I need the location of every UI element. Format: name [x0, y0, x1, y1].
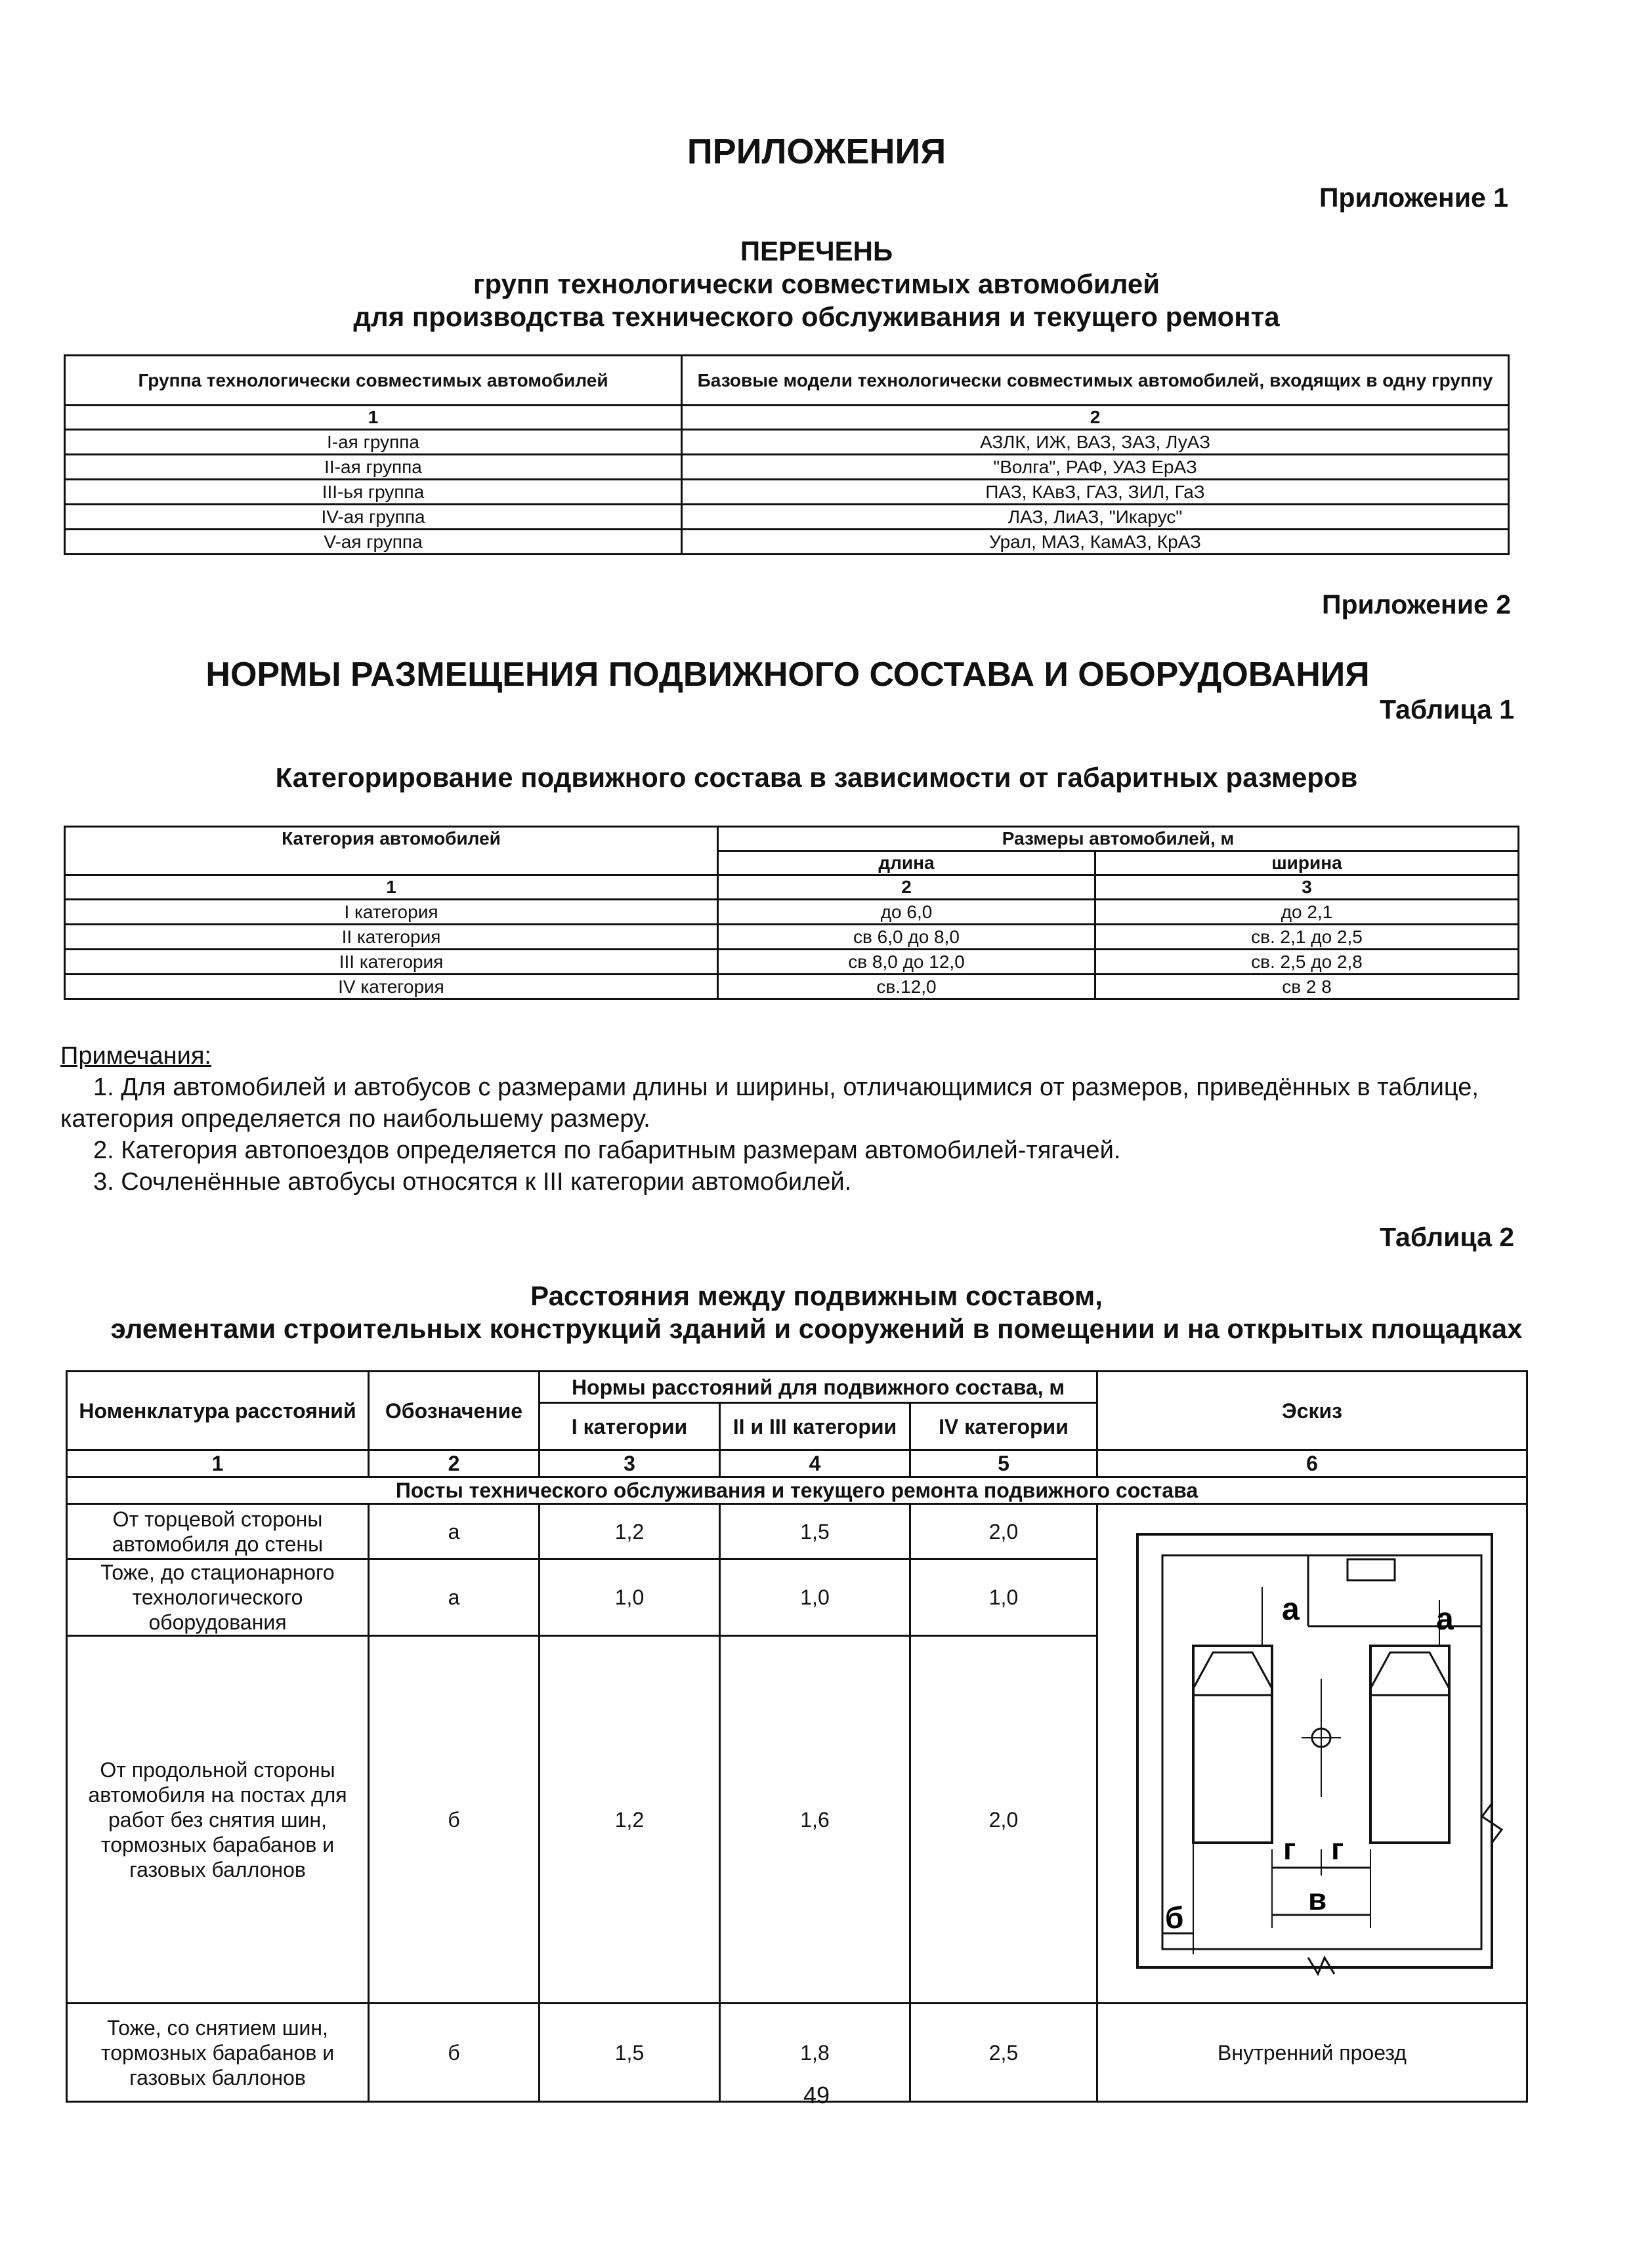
post-layout-sketch: [1098, 1521, 1527, 1981]
table-row: [65, 950, 1519, 975]
designation-cell: а: [369, 1559, 540, 1636]
cat1-cell: 1,0: [540, 1559, 720, 1636]
break-mark: [1308, 1958, 1334, 1974]
category-cell: I категория: [65, 900, 718, 925]
title-line: элементами строительных конструкций зданий и сооружений в помещении и на открытых площадках: [110, 1313, 1523, 1344]
cat4-cell: 2,5: [910, 2004, 1097, 2102]
col-number: 1: [65, 406, 682, 430]
col-number: 1: [67, 1450, 369, 1477]
title-line: Расстояния между подвижным составом,: [530, 1280, 1103, 1311]
header-sizes: Размеры автомобилей, м: [718, 827, 1519, 851]
header-length: длина: [718, 851, 1095, 875]
col-number: 6: [1097, 1450, 1527, 1477]
label-a: а: [1436, 1602, 1454, 1637]
appendix-2-label: Приложение 2: [1322, 589, 1512, 620]
group-cell: I-ая группа: [65, 430, 682, 455]
cat4-cell: 2,0: [910, 1636, 1097, 2004]
nomenclature-cell: От продольной стороны автомобиля на постах для работ без снятия шин, тормозных барабанов и газовых баллонов: [67, 1636, 369, 2004]
designation-cell: а: [369, 1504, 540, 1559]
group-cell: II-ая группа: [65, 455, 682, 480]
table-row: [65, 925, 1519, 950]
table-1-title: Категорирование подвижного состава в зависимости от габаритных размеров: [275, 762, 1358, 793]
width-cell: св. 2,1 до 2,5: [1095, 925, 1519, 950]
designation-cell: б: [369, 1636, 540, 2004]
cat23-cell: 1,8: [720, 2004, 910, 2102]
title-line: групп технологически совместимых автомобилей: [473, 268, 1160, 299]
categories-table: [64, 826, 1519, 1000]
table-row: [65, 480, 1509, 505]
category-cell: IV категория: [65, 975, 718, 999]
length-cell: св 8,0 до 12,0: [718, 950, 1095, 975]
cat23-cell: 1,6: [720, 1636, 910, 2004]
label-v: в: [1308, 1882, 1327, 1916]
header-sketch: Эскиз: [1097, 1372, 1527, 1450]
note-item: 3. Сочленённые автобусы относятся к III категории автомобилей.: [93, 1168, 852, 1196]
table-row: [65, 530, 1509, 555]
table-row: [65, 455, 1509, 480]
cat1-cell: 1,2: [540, 1504, 720, 1559]
distances-table: [66, 1370, 1528, 2103]
models-cell: "Волга", РАФ, УАЗ ЕрАЗ: [682, 455, 1509, 480]
col-number: 2: [682, 406, 1509, 430]
page-number: 49: [803, 2082, 830, 2109]
header-group: Группа технологически совместимых автомобилей: [65, 356, 682, 406]
designation-cell: б: [369, 2004, 540, 2102]
title-line: для производства технического обслуживания и текущего ремонта: [353, 301, 1280, 332]
length-cell: до 6,0: [718, 900, 1095, 925]
col-number: 5: [910, 1450, 1097, 1477]
col-number: 3: [1095, 875, 1519, 900]
notes-header: Примечания:: [60, 1042, 211, 1070]
equipment-box: [1347, 1559, 1395, 1580]
sketch-text-cell: Внутренний проезд: [1097, 2004, 1527, 2102]
cat23-cell: 1,0: [720, 1559, 910, 1636]
label-a: а: [1282, 1592, 1300, 1627]
nomenclature-cell: Тоже, со снятием шин, тормозных барабанов и газовых баллонов: [67, 2004, 369, 2102]
header-cat23: II и III категории: [720, 1403, 910, 1450]
appendix-1-title: [0, 235, 1633, 333]
category-cell: III категория: [65, 950, 718, 975]
header-cat1: I категории: [540, 1403, 720, 1450]
col-number: 2: [369, 1450, 540, 1477]
nomenclature-cell: Тоже, до стационарного технологического оборудования: [67, 1559, 369, 1636]
appendix-1-label: Приложение 1: [1319, 182, 1509, 213]
cat23-cell: 1,5: [720, 1504, 910, 1559]
table-2-label: Таблица 2: [1380, 1222, 1515, 1252]
cat4-cell: 2,0: [910, 1504, 1097, 1559]
models-cell: ПАЗ, КАвЗ, ГАЗ, ЗИЛ, ГаЗ: [682, 480, 1509, 505]
width-cell: до 2,1: [1095, 900, 1519, 925]
groups-table: [64, 354, 1510, 555]
table-row: [65, 430, 1509, 455]
col-number: 1: [65, 875, 718, 900]
col-number: 3: [540, 1450, 720, 1477]
length-cell: св.12,0: [718, 975, 1095, 999]
models-cell: ЛАЗ, ЛиАЗ, "Икарус": [682, 505, 1509, 530]
main-title: ПРИЛОЖЕНИЯ: [687, 132, 946, 171]
col-number: 4: [720, 1450, 910, 1477]
cat4-cell: 1,0: [910, 1559, 1097, 1636]
group-cell: IV-ая группа: [65, 505, 682, 530]
header-nomenclature: Номенклатура расстояний: [67, 1372, 369, 1450]
note-item: 1. Для автомобилей и автобусов с размерами длины и ширины, отличающимися от размеров, приведённых в таблице, категория определяется по наибольшему размеру.: [60, 1074, 1479, 1133]
header-norms: Нормы расстояний для подвижного состава, м: [540, 1372, 1097, 1403]
table-2-title: [0, 1280, 1633, 1345]
sketch-cell: [1097, 1504, 1527, 2004]
label-b: б: [1165, 1900, 1184, 1935]
col-number: 2: [718, 875, 1095, 900]
label-g: г: [1331, 1832, 1344, 1866]
width-cell: св 2 8: [1095, 975, 1519, 999]
group-cell: III-ья группа: [65, 480, 682, 505]
vehicle-2: [1370, 1646, 1449, 1843]
vehicle-1: [1193, 1646, 1272, 1843]
table-row: [67, 1504, 1527, 1559]
header-width: ширина: [1095, 851, 1519, 875]
table-row: [65, 975, 1519, 999]
header-category: Категория автомобилей: [65, 827, 718, 875]
label-g: г: [1283, 1832, 1296, 1866]
models-cell: АЗЛК, ИЖ, ВАЗ, ЗАЗ, ЛуАЗ: [682, 430, 1509, 455]
vehicle-1-cab: [1193, 1652, 1272, 1689]
nomenclature-cell: От торцевой стороны автомобиля до стены: [67, 1504, 369, 1559]
table-1-label: Таблица 1: [1380, 694, 1515, 724]
models-cell: Урал, МАЗ, КамАЗ, КрАЗ: [682, 530, 1509, 555]
section-header: Посты технического обслуживания и текущего ремонта подвижного состава: [67, 1477, 1527, 1504]
header-designation: Обозначение: [369, 1372, 540, 1450]
note-item: 2. Категория автопоездов определяется по габаритным размерам автомобилей-тягачей.: [93, 1137, 1121, 1164]
table-row: [65, 900, 1519, 925]
group-cell: V-ая группа: [65, 530, 682, 555]
header-models: Базовые модели технологически совместимых автомобилей, входящих в одну группу: [682, 356, 1509, 406]
notes: [60, 1040, 1537, 1198]
header-cat4: IV категории: [910, 1403, 1097, 1450]
vehicle-2-cab: [1370, 1652, 1449, 1689]
cat1-cell: 1,5: [540, 2004, 720, 2102]
table-row: [65, 505, 1509, 530]
cat1-cell: 1,2: [540, 1636, 720, 2004]
width-cell: св. 2,5 до 2,8: [1095, 950, 1519, 975]
title-line: ПЕРЕЧЕНЬ: [740, 236, 893, 266]
length-cell: св 6,0 до 8,0: [718, 925, 1095, 950]
category-cell: II категория: [65, 925, 718, 950]
appendix-2-title: НОРМЫ РАЗМЕЩЕНИЯ ПОДВИЖНОГО СОСТАВА И ОБОРУДОВАНИЯ: [205, 656, 1370, 694]
